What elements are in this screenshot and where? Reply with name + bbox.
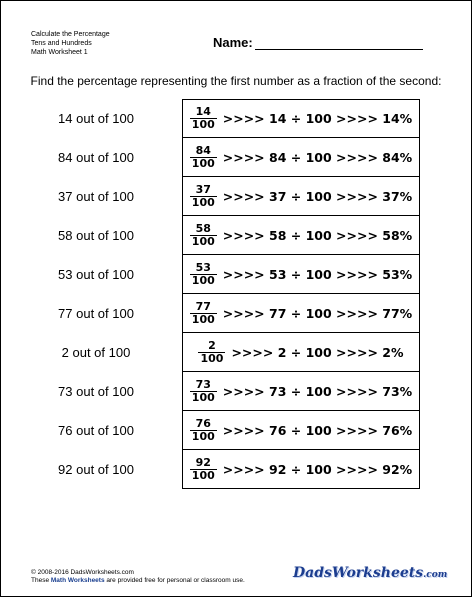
answer-box xyxy=(182,255,420,294)
problem-text: 84 out of 100 xyxy=(58,150,134,165)
problem-row xyxy=(1,450,471,489)
answer-box xyxy=(182,216,420,255)
fraction-denominator: 100 xyxy=(191,234,215,248)
fraction xyxy=(190,301,217,326)
footer xyxy=(31,569,245,585)
fraction-denominator: 100 xyxy=(191,312,215,326)
fraction-numerator: 73 xyxy=(195,377,211,391)
math-worksheets-link[interactable]: Math Worksheets xyxy=(50,577,105,584)
answer-box xyxy=(182,411,420,450)
fraction-numerator: 37 xyxy=(195,182,211,196)
fraction xyxy=(190,418,217,443)
fraction-denominator: 100 xyxy=(191,195,215,209)
worksheet-subtitle: Tens and Hundreds xyxy=(31,40,92,47)
problem-row xyxy=(1,294,471,333)
fraction-denominator: 100 xyxy=(191,390,215,404)
answer-text: >>>> 2 ÷ 100 >>>> 2% xyxy=(231,344,404,360)
fraction xyxy=(190,184,217,209)
answer-text: >>>> 14 ÷ 100 >>>> 14% xyxy=(222,111,413,126)
fraction xyxy=(190,106,217,131)
fraction xyxy=(190,223,217,248)
problem-text: 2 out of 100 xyxy=(61,345,131,360)
problem-row xyxy=(1,216,471,255)
answer-text: >>>> 53 ÷ 100 >>>> 53% xyxy=(222,266,413,282)
name-line xyxy=(255,37,423,50)
fraction-denominator: 100 xyxy=(191,273,215,287)
problem-text: 73 out of 100 xyxy=(58,384,134,399)
usage-notice: These Math Worksheets are provided free for personal or classroom use. xyxy=(31,577,245,584)
fraction xyxy=(190,262,217,287)
fraction-numerator: 58 xyxy=(195,221,211,235)
answer-text: >>>> 77 ÷ 100 >>>> 77% xyxy=(222,305,413,321)
problem-text: 37 out of 100 xyxy=(58,189,134,204)
fraction-denominator: 100 xyxy=(191,156,215,170)
worksheet-number: Math Worksheet 1 xyxy=(31,49,88,56)
fraction-numerator: 92 xyxy=(195,455,211,469)
dadsworksheets-logo: DadsWorksheets.com xyxy=(293,565,448,581)
problem-text: 77 out of 100 xyxy=(58,306,134,321)
fraction-numerator: 14 xyxy=(195,105,211,118)
name-field xyxy=(213,35,423,50)
fraction-numerator: 76 xyxy=(195,416,211,430)
fraction-numerator: 84 xyxy=(195,143,211,157)
copyright-text: © 2008-2016 DadsWorksheets.com xyxy=(31,569,134,576)
problem-row xyxy=(1,411,471,450)
problem-text: 53 out of 100 xyxy=(58,267,134,282)
instructions: Find the percentage representing the first number as a fraction of the second: xyxy=(30,74,442,88)
problem-row xyxy=(1,99,471,138)
problem-text: 76 out of 100 xyxy=(58,423,134,438)
answer-box xyxy=(182,372,420,411)
answer-text: >>>> 76 ÷ 100 >>>> 76% xyxy=(222,422,413,438)
fraction xyxy=(198,340,225,365)
fraction xyxy=(190,457,217,482)
problem-text: 58 out of 100 xyxy=(58,228,134,243)
problem-row xyxy=(1,138,471,177)
fraction-denominator: 100 xyxy=(191,118,215,131)
fraction-numerator: 2 xyxy=(208,338,216,352)
problem-text: 14 out of 100 xyxy=(58,111,134,126)
worksheet-title: Calculate the Percentage xyxy=(31,31,110,38)
answer-text: >>>> 58 ÷ 100 >>>> 58% xyxy=(222,227,413,243)
answer-box xyxy=(182,99,420,138)
problem-row xyxy=(1,177,471,216)
answer-text: >>>> 73 ÷ 100 >>>> 73% xyxy=(222,383,413,399)
fraction-denominator: 100 xyxy=(191,468,215,482)
answer-box xyxy=(182,138,420,177)
answer-text: >>>> 84 ÷ 100 >>>> 84% xyxy=(222,149,413,165)
answer-box xyxy=(182,294,420,333)
fraction-denominator: 100 xyxy=(191,429,215,443)
fraction xyxy=(190,145,217,170)
answer-box xyxy=(182,177,420,216)
answer-box xyxy=(182,450,420,489)
fraction-numerator: 77 xyxy=(195,299,211,313)
answer-box xyxy=(182,333,420,372)
problem-text: 92 out of 100 xyxy=(58,462,134,477)
fraction-denominator: 100 xyxy=(200,351,224,365)
problem-row xyxy=(1,255,471,294)
fraction xyxy=(190,379,217,404)
problem-list xyxy=(1,99,471,489)
fraction-numerator: 53 xyxy=(195,260,211,274)
problem-row xyxy=(1,333,471,372)
answer-text: >>>> 37 ÷ 100 >>>> 37% xyxy=(222,188,413,204)
name-label: Name: xyxy=(213,35,253,50)
worksheet-header xyxy=(31,30,110,57)
answer-text: >>>> 92 ÷ 100 >>>> 92% xyxy=(222,461,413,477)
problem-row xyxy=(1,372,471,411)
